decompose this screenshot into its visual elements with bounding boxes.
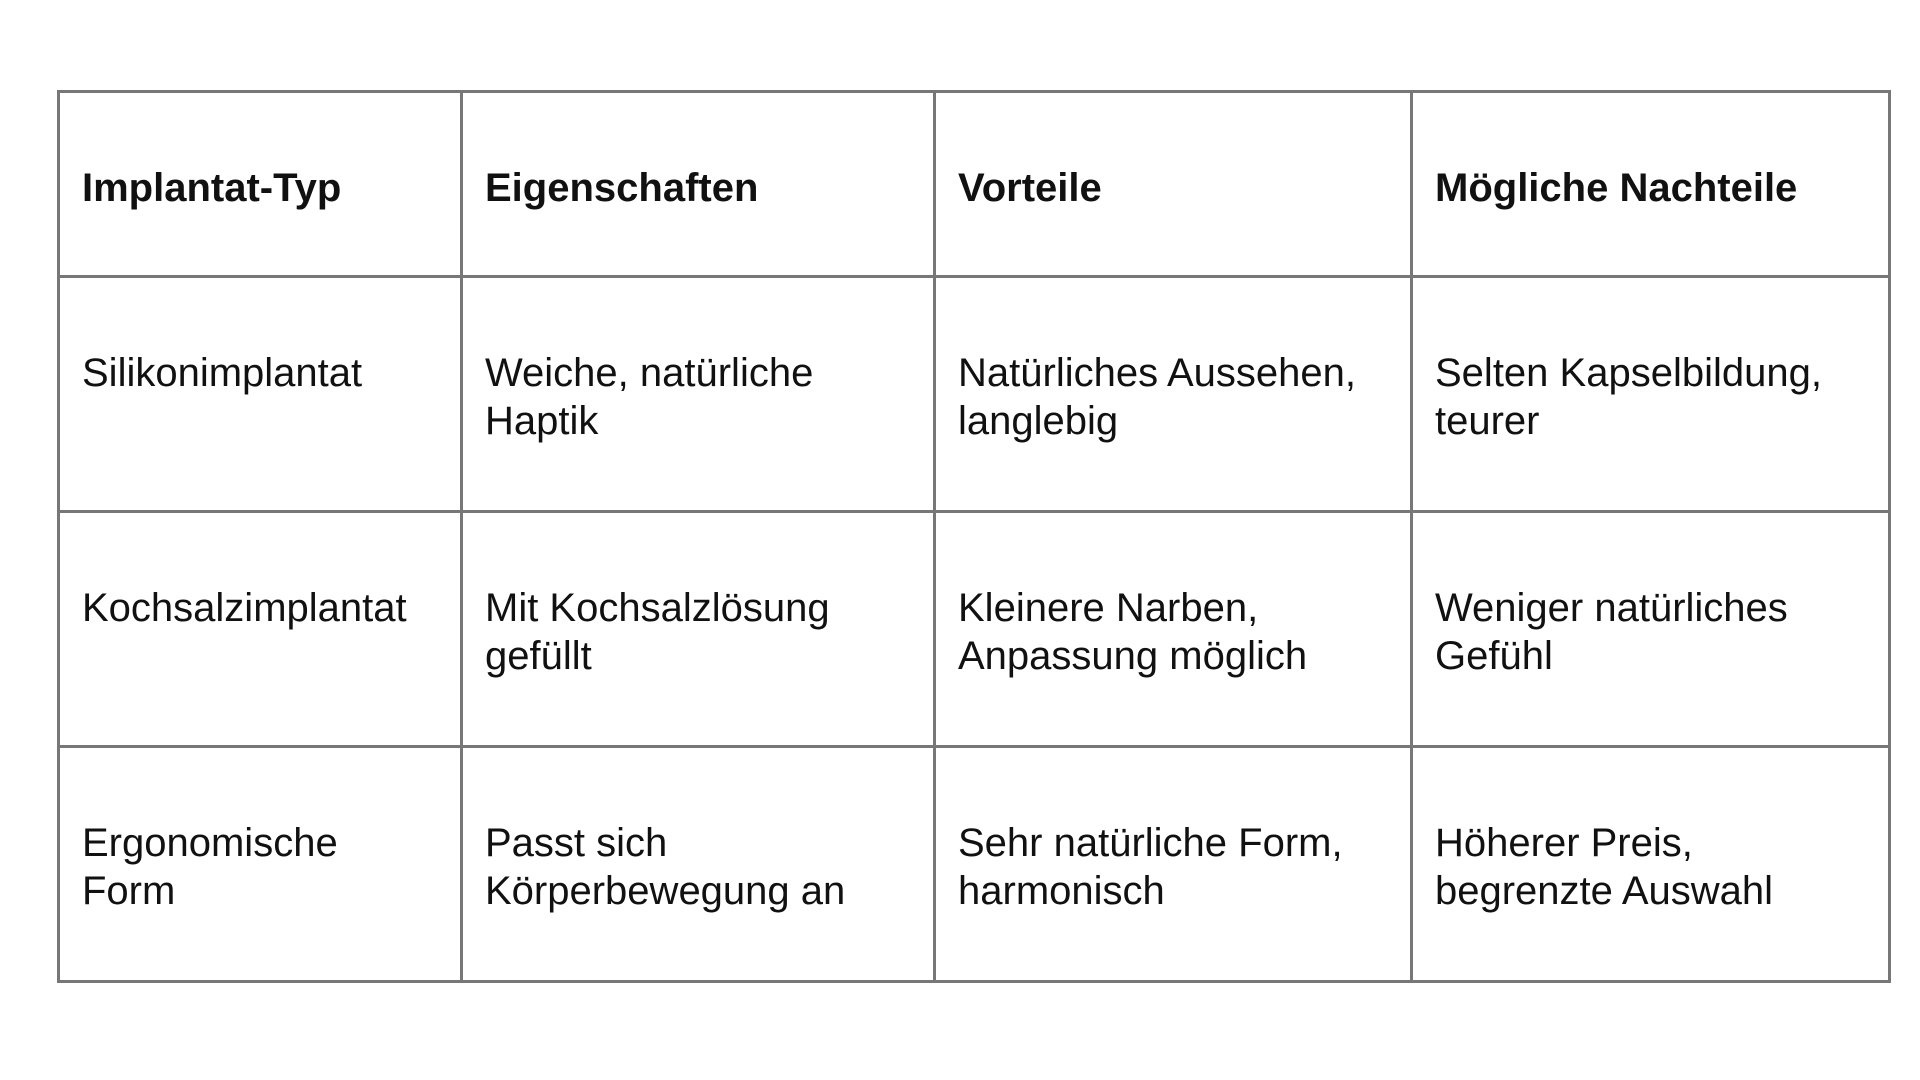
table-cell-advantages: Sehr natürliche Form, harmonisch xyxy=(935,747,1412,982)
header-cell-advantages: Vorteile xyxy=(935,92,1412,277)
table-cell-disadvantages: Selten Kapselbildung, teurer xyxy=(1412,277,1890,512)
table-row xyxy=(59,512,1890,747)
table-body xyxy=(59,277,1890,982)
table-header xyxy=(59,92,1890,277)
table-row xyxy=(59,747,1890,982)
table-cell-advantages: Natürliches Aussehen, langlebig xyxy=(935,277,1412,512)
table-cell-advantages: Kleinere Narben, Anpassung möglich xyxy=(935,512,1412,747)
table-cell-disadvantages: Höherer Preis, begrenzte Auswahl xyxy=(1412,747,1890,982)
table-cell-implant-type: Silikonimplantat xyxy=(59,277,462,512)
header-cell-implant-type: Implantat-Typ xyxy=(59,92,462,277)
table-row xyxy=(59,277,1890,512)
table-cell-properties: Weiche, natürliche Haptik xyxy=(462,277,935,512)
table-cell-implant-type: Ergonomische Form xyxy=(59,747,462,982)
header-cell-properties: Eigenschaften xyxy=(462,92,935,277)
table-cell-properties: Mit Kochsalzlösung gefüllt xyxy=(462,512,935,747)
table-cell-properties: Passt sich Körperbewegung an xyxy=(462,747,935,982)
header-cell-disadvantages: Mögliche Nachteile xyxy=(1412,92,1890,277)
table-cell-implant-type: Kochsalzimplantat xyxy=(59,512,462,747)
comparison-table xyxy=(57,90,1891,983)
table-cell-disadvantages: Weniger natürliches Gefühl xyxy=(1412,512,1890,747)
table-header-row xyxy=(59,92,1890,277)
